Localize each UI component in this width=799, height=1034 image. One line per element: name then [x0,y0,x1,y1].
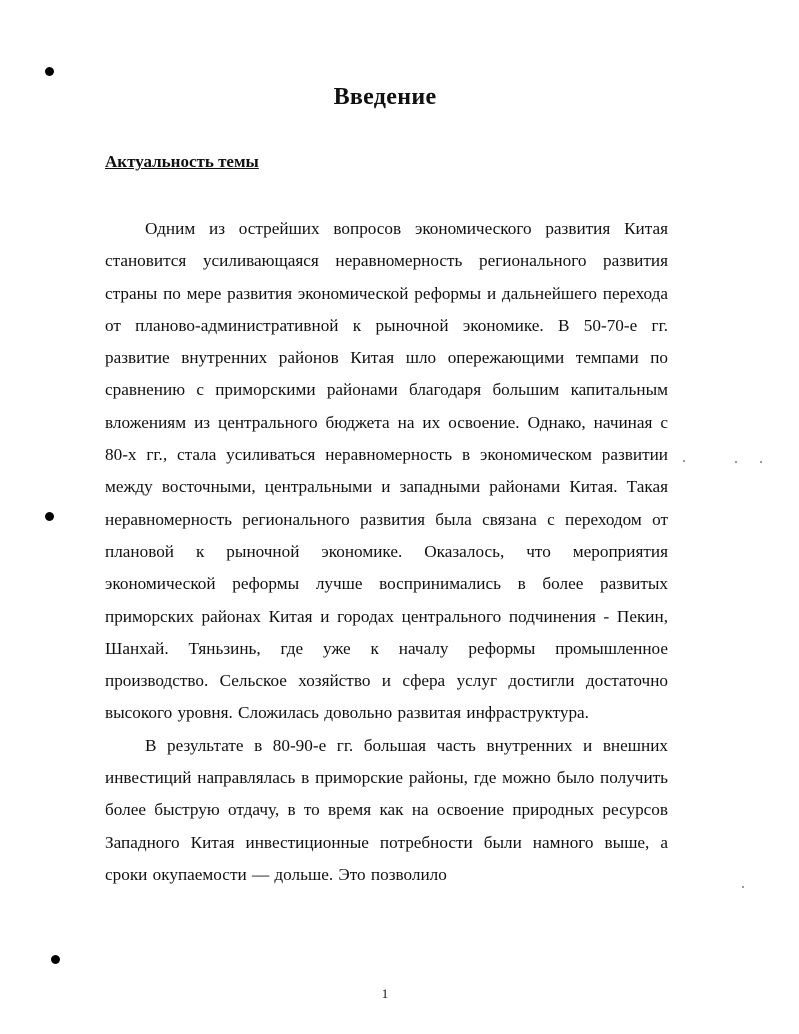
body-text [105,213,668,891]
binding-hole-mark-bottom [51,955,60,964]
binding-hole-mark-top [45,67,54,76]
scan-speck [742,886,744,888]
section-heading: Актуальность темы [105,152,259,171]
binding-hole-mark-middle [45,512,54,521]
scan-speck [683,460,685,462]
page-title: Введение [333,84,437,110]
paragraph: В результате в 80-90-е гг. большая часть внутренних и внешних инвестиций направлялась в приморские районы, где можно было получить более быструю отдачу, в то время как на освоение природных ресурсов Западного Китая инвестиционные потребности были намного выше, а сроки окупаемости — дольше. Это позволило [105,735,668,884]
page-number: 1 [381,986,389,1001]
scan-speck [760,461,762,463]
paragraph: Одним из острейших вопросов экономического развития Китая становится усиливающаяся неравномерность регионального развития страны по мере развития экономической реформы и дальнейшего перехода от планово-административной к рыночной экономике. В 50-70-е гг. развитие внутренних районов Китая шло опережающими темпами по сравнению с приморскими районами благодаря большим капитальным вложениям из центрального бюджета на их освоение. Однако, начиная с 80-х гг., стала усиливаться неравномерность в экономическом развитии между восточными, центральными и западными районами Китая. Такая неравномерность регионального развития была связана с переходом от плановой к рыночной экономике. Оказалось, что мероприятия экономической реформы лучше воспринимались в более развитых приморских районах Китая и городах центрального подчинения - Пекин, Шанхай. Тяньзинь, где уже к началу реформы промышленное производство. Сельское хозяйство и сфера услуг достигли достаточно высокого уровня. Сложилась довольно развитая инфраструктура. [105,219,668,723]
scan-speck [735,461,737,463]
